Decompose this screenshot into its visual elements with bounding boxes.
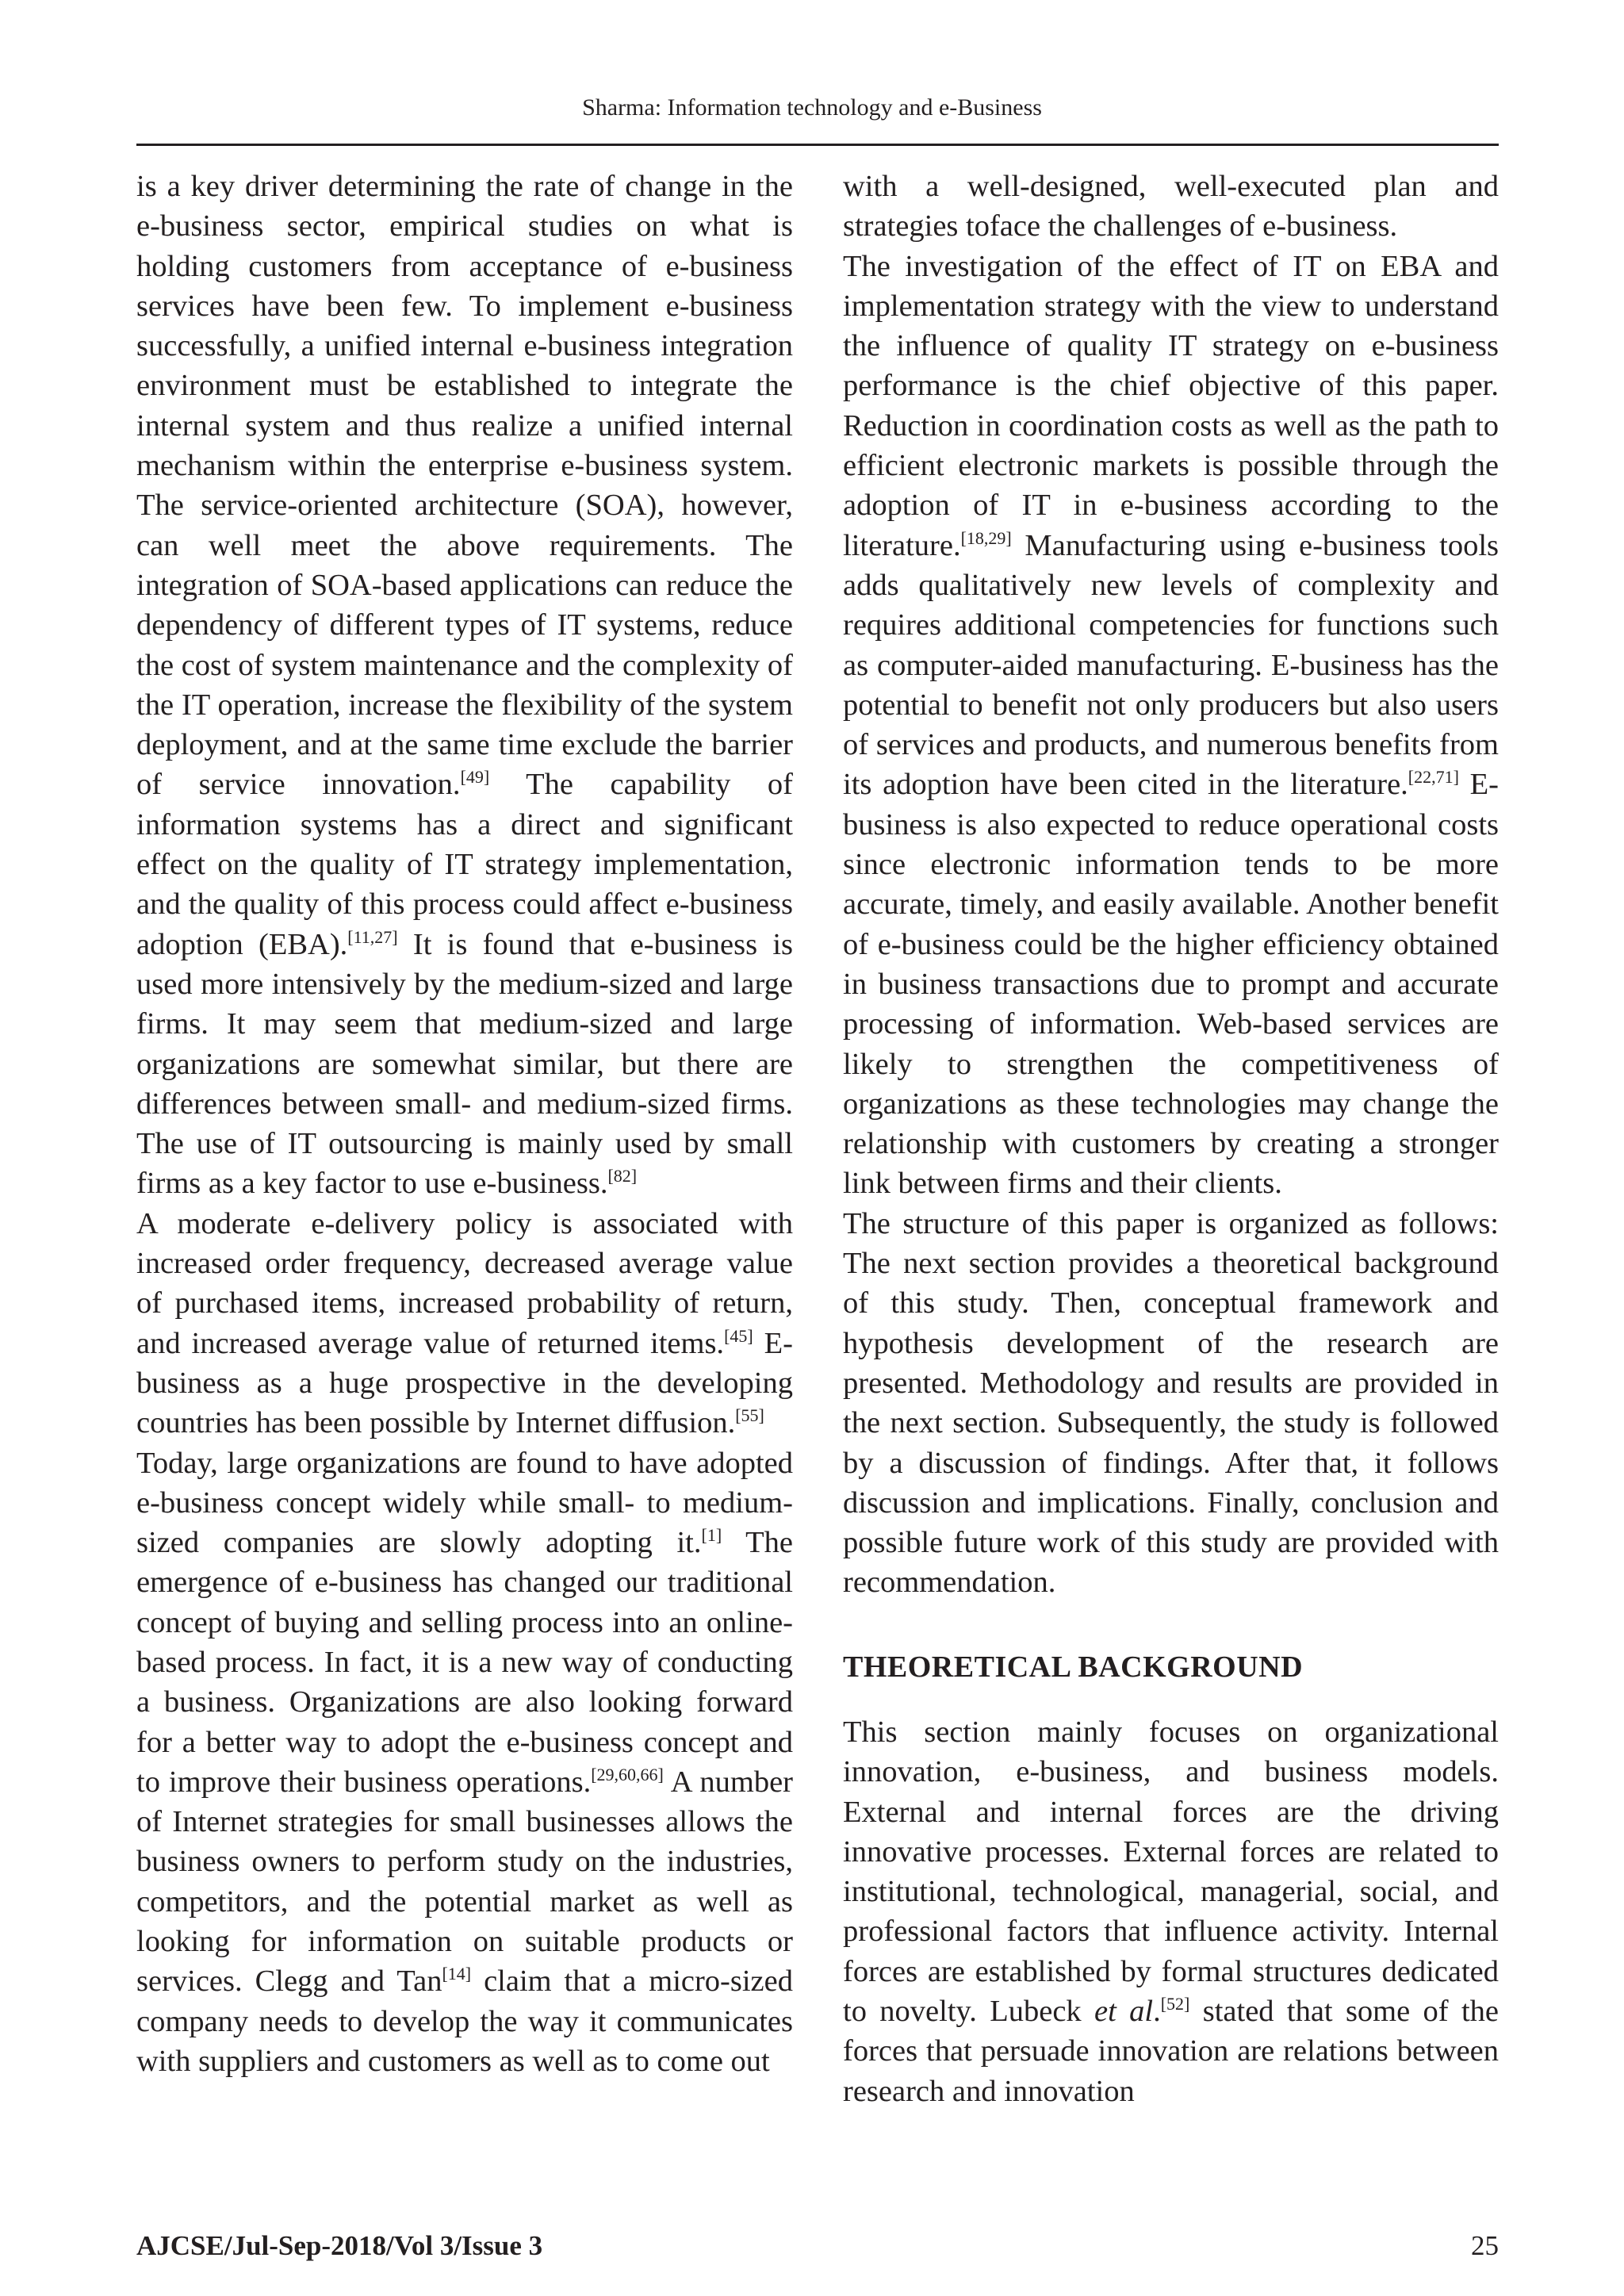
text-segment: . [1153,1995,1161,2029]
citation: [49] [460,767,490,788]
citation: [11,27] [347,926,398,947]
citation: [52] [1160,1994,1190,2014]
text-segment: Today, large organizations are found to have adopted e-business concept widely while small- to medium-sized companies are slowly adopting it. [136,1446,793,1560]
text-segment: E-business is also expected to reduce operational costs since electronic information tends to be more accurate, timely, and easily available. Another benefit of e-business could be the higher efficiency obtained in business transactions due to prompt and accurate processing of information. Web-based services are likely to strengthen the competitiveness of organizations as these technologies may change the relationship with customers by creating a stronger link between firms and their clients. [843,768,1500,1201]
right-column [843,167,1499,2111]
right-paragraph-1: with a well-designed, well-executed plan and strategies toface the challenges of e-business. [843,170,1499,243]
italic-text: et al [1094,1995,1154,2029]
citation: [22,71] [1408,767,1459,788]
page-number: 25 [1471,2230,1499,2261]
text-segment: is a key driver determining the rate of change in the e-business sector, empirical studies on what is holding customers from acceptance of e-business services have been few. To implement e-business successfully, a unified internal e-business integration environment must be established to integrate the internal system and thus realize a unified internal mechanism within the enterprise e-business system. The service-oriented architecture (SOA), however, can well meet the above requirements. The integration of SOA-based applications can reduce the dependency of different types of IT systems, reduce the cost of system maintenance and the complexity of the IT operation, increase the flexibility of the system deployment, and at the same time exclude the barrier of service innovation. [136,170,793,802]
citation: [14] [442,1964,472,1984]
citation: [18,29] [960,527,1012,548]
citation: [45] [724,1325,753,1346]
right-paragraph-4 [843,1712,1499,2111]
left-column [136,167,793,2081]
citation: [1] [701,1525,722,1546]
section-heading: THEORETICAL BACKGROUND [843,1650,1304,1684]
text-segment: The investigation of the effect of IT on EBA and implementation strategy with the view to understand the influence of quality IT strategy on e-business performance is the chief objective of this paper. Reduction in coordination costs as well as the path to efficient electronic markets is possible through the adoption of IT in e-business according to the literature. [843,249,1499,562]
citation: [29,60,66] [591,1764,664,1784]
citation: [55] [735,1405,764,1426]
right-paragraph-2 [843,247,1499,1204]
running-head: Sharma: Information technology and e-Business [582,94,1042,121]
left-paragraph-2 [136,1204,793,1443]
text-segment: E-business as a huge prospective in the developing countries has been possible by Internet diffusion. [136,1326,794,1440]
text-segment: claim that a micro-sized company needs to develop the way it communicates with suppliers and customers as well as to come out [136,1964,793,2078]
text-segment: This section mainly focuses on organizational innovation, e-business, and business models. External and internal forces are the driving innovative processes. External forces are related to institutional, technological, managerial, social, and professional factors that influence activity. Internal forces are established by formal structures dedicated to novelty. Lubeck [843,1715,1499,2029]
right-paragraph-3: The structure of this paper is organized as follows: The next section provides a theoretical background of this study. Then, conceptual framework and hypothesis development of the research are presented. Methodology and results are provided in the next section. Subsequently, the study is followed by a discussion of findings. After that, it follows discussion and implications. Finally, conclusion and possible future work of this study are provided with recommendation. [843,1206,1499,1600]
footer-journal-info: AJCSE/Jul-Sep-2018/Vol 3/Issue 3 [136,2230,543,2261]
header-rule [136,144,1499,146]
text-segment: A number of Internet strategies for small businesses allows the business owners to perform study on the industries, competitors, and the potential market as well as looking for information on suitable products or services. Clegg and Tan [136,1765,793,1999]
citation: [82] [607,1166,638,1186]
text-segment: stated that some of the forces that persuade innovation are relations between research and innovation [843,1995,1500,2108]
text-segment: A moderate e-delivery policy is associated with increased order frequency, decreased average value of purchased items, increased probability of return, and increased average value of returned items. [136,1206,793,1360]
left-paragraph-3 [136,1443,793,2082]
text-segment: Manufacturing using e-business tools adds qualitatively new levels of complexity and requires additional competencies for functions such as computer-aided manufacturing. E-business has the potential to benefit not only producers but also users of services and products, and numerous benefits from its adoption have been cited in the literature. [843,528,1499,802]
left-paragraph-1 [136,167,793,1204]
text-segment: The capability of information systems has a direct and significant effect on the quality of IT strategy implementation, and the quality of this process could affect e-business adoption (EBA). [136,768,794,961]
text-segment: The emergence of e-business has changed our traditional concept of buying and selling process into an online-based process. In fact, it is a new way of conducting a business. Organizations are also looking forward for a better way to adopt the e-business concept and to improve their business operations. [136,1526,793,1799]
text-segment: It is found that e-business is used more intensively by the medium-sized and large firms. It may seem that medium-sized and large organizations are somewhat similar, but there are differences between small- and medium-sized firms. The use of IT outsourcing is mainly used by small firms as a key factor to use e-business. [136,927,793,1201]
